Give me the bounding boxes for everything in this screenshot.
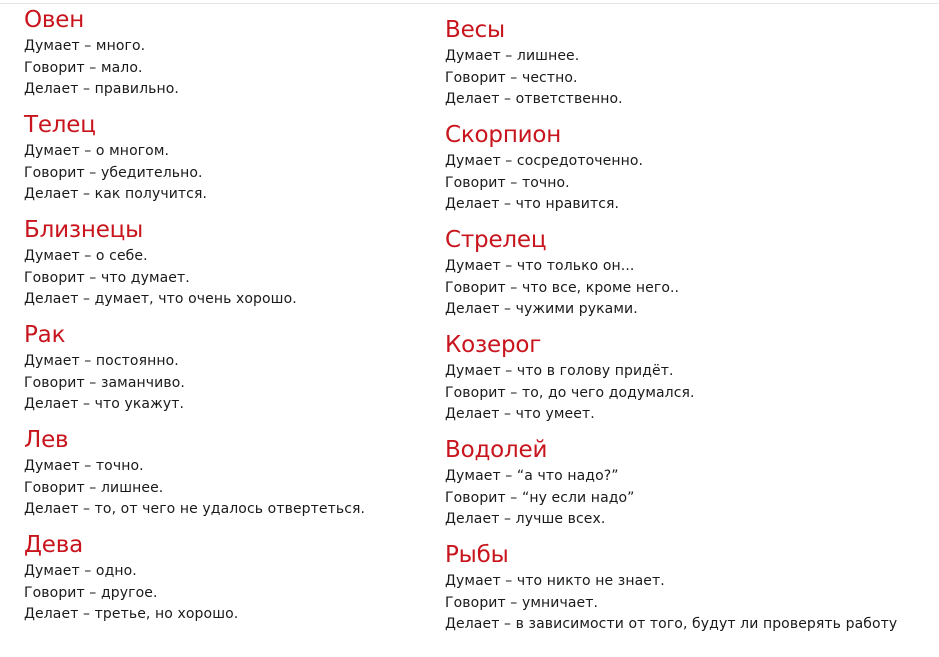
sign-block-scorpio xyxy=(445,119,897,224)
sign-title: Телец xyxy=(24,112,96,138)
sign-thinks-line: Думает – лишнее. xyxy=(445,48,580,64)
sign-thinks-line: Думает – о многом. xyxy=(24,143,170,159)
sign-does-line: Делает – что нравится. xyxy=(445,196,620,212)
sign-block-aquarius xyxy=(445,434,897,539)
sign-does-line: Делает – думает, что очень хорошо. xyxy=(24,291,297,307)
sign-says-line: Говорит – заманчиво. xyxy=(24,374,185,391)
sign-thinks-line: Думает – одно. xyxy=(24,563,137,579)
sign-says-line: Говорит – лишнее. xyxy=(24,479,164,496)
sign-does-line: Делает – в зависимости от того, будут ли проверять работу xyxy=(445,616,898,632)
sign-says-line: Говорит – “ну если надо” xyxy=(445,489,635,506)
sign-title: Лев xyxy=(24,427,69,453)
sign-thinks-line: Думает – много. xyxy=(24,38,146,54)
sign-thinks-line: Думает – о себе. xyxy=(24,248,148,264)
sign-does-line: Делает – что умеет. xyxy=(445,406,595,422)
sign-says-line: Говорит – то, до чего додумался. xyxy=(445,384,695,401)
sign-does-line: Делает – что укажут. xyxy=(24,396,185,412)
sign-says-line: Говорит – мало. xyxy=(24,59,143,76)
sign-title: Дева xyxy=(24,532,83,558)
sign-block-libra xyxy=(445,14,897,119)
sign-says-line: Говорит – что думает. xyxy=(24,269,190,286)
sign-does-line: Делает – ответственно. xyxy=(445,91,623,107)
sign-does-line: Делает – третье, но хорошо. xyxy=(24,606,239,622)
sign-says-line: Говорит – другое. xyxy=(24,584,158,601)
sign-thinks-line: Думает – “а что надо?” xyxy=(445,468,619,484)
sign-block-gemini xyxy=(24,214,365,319)
sign-block-capricorn xyxy=(445,329,897,434)
sign-block-leo xyxy=(24,424,365,529)
sign-does-line: Делает – лучше всех. xyxy=(445,511,606,527)
left-column xyxy=(24,4,365,634)
sign-title: Скорпион xyxy=(445,122,562,148)
sign-thinks-line: Думает – постоянно. xyxy=(24,353,179,369)
sign-title: Козерог xyxy=(445,332,542,358)
sign-title: Водолей xyxy=(445,437,548,463)
sign-block-virgo xyxy=(24,529,365,634)
sign-does-line: Делает – правильно. xyxy=(24,81,179,97)
sign-title: Рыбы xyxy=(445,542,509,568)
sign-title: Близнецы xyxy=(24,217,144,243)
sign-thinks-line: Думает – что никто не знает. xyxy=(445,573,665,589)
sign-block-taurus xyxy=(24,109,365,214)
sign-thinks-line: Думает – что в голову придёт. xyxy=(445,363,674,379)
sign-block-sagittarius xyxy=(445,224,897,329)
sign-does-line: Делает – как получится. xyxy=(24,186,208,202)
sign-block-pisces xyxy=(445,539,897,644)
sign-does-line: Делает – чужими руками. xyxy=(445,301,638,317)
sign-does-line: Делает – то, от чего не удалось отвертеться. xyxy=(24,501,366,517)
sign-says-line: Говорит – что все, кроме него.. xyxy=(445,279,680,296)
sign-thinks-line: Думает – сосредоточенно. xyxy=(445,153,644,169)
sign-says-line: Говорит – убедительно. xyxy=(24,164,203,181)
sign-block-aries xyxy=(24,4,365,109)
sign-says-line: Говорит – точно. xyxy=(445,174,570,191)
sign-says-line: Говорит – честно. xyxy=(445,69,578,86)
sign-thinks-line: Думает – что только он... xyxy=(445,258,635,274)
sign-thinks-line: Думает – точно. xyxy=(24,458,144,474)
right-column xyxy=(445,14,897,644)
sign-title: Рак xyxy=(24,322,66,348)
sign-title: Стрелец xyxy=(445,227,547,253)
sign-title: Овен xyxy=(24,7,85,33)
sign-block-cancer xyxy=(24,319,365,424)
sign-says-line: Говорит – умничает. xyxy=(445,594,599,611)
sign-title: Весы xyxy=(445,17,505,43)
